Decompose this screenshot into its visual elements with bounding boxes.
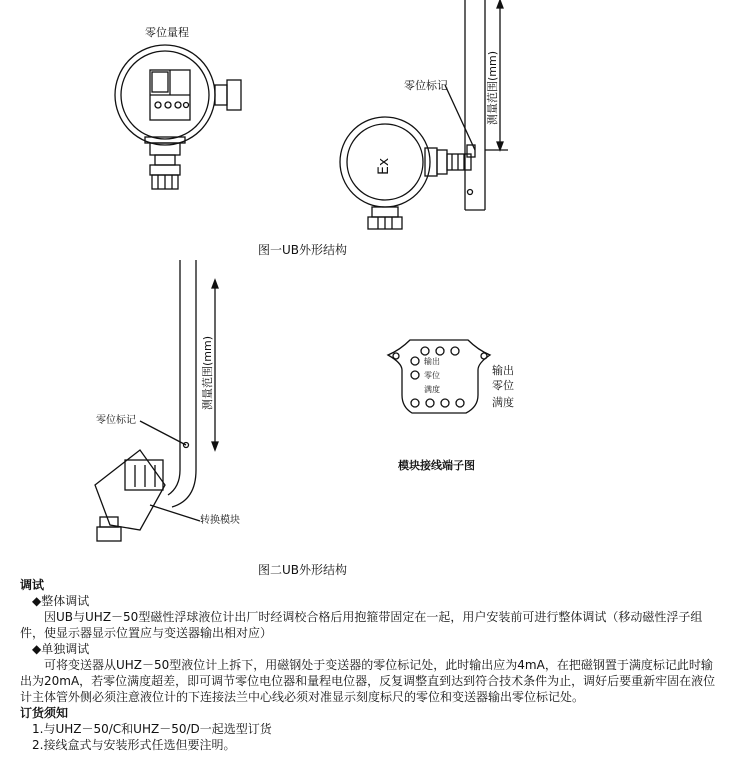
ex-mark: Ex [376, 157, 392, 175]
figure-1-drawing [0, 0, 740, 240]
zero-range-label: 零位量程 [145, 26, 189, 39]
measure-range-label-2: 测量范围(mm) [201, 335, 214, 410]
single-debug-title: ◆单独调试 [32, 642, 90, 656]
debug-heading: 调试 [20, 578, 45, 592]
terminal-diagram-title: 模块接线端子图 [398, 459, 475, 472]
zero-mark-label-2: 零位标记 [96, 415, 136, 426]
overall-debug-title: ◆整体调试 [32, 594, 90, 608]
terminal-label-zero: 零位 [424, 371, 440, 380]
single-debug-text: 可将变送器从UHZ－50型液位计上拆下，用磁钢处于变送器的零位标记处，此时输出应为4mA，在把磁钢置于满度标记此时输出为20mA，若零位满度超差，即可调节零位电位器和量程电位器，反复调整直到达到符合技术条件为止，调好后要重新牢固在液位计主体管外侧必须注意液位计的下连接法兰中心线必须对准显示刻度标尺的零位和变送器输出零位标记处。 [20, 658, 716, 704]
figure-1-caption: 图一UB外形结构 [258, 243, 348, 257]
side-label-full: 满度 [492, 396, 514, 409]
figure-2-drawing [0, 255, 740, 560]
order-item-2: 2.接线盒式与安装形式任选但要注明。 [32, 738, 236, 752]
measure-range-label: 测量范围(mm) [486, 50, 499, 125]
figure-2 [0, 255, 740, 560]
side-label-zero: 零位 [492, 379, 514, 392]
debug-section [20, 577, 720, 753]
zero-mark-label: 零位标记 [404, 79, 448, 92]
order-item-1: 1.与UHZ－50/C和UHZ－50/D一起选型订货 [32, 722, 272, 736]
figure-2-caption: 图二UB外形结构 [258, 563, 348, 577]
terminal-label-output: 输出 [424, 357, 440, 366]
terminal-label-full: 满度 [424, 385, 440, 394]
figure-1 [0, 0, 740, 240]
side-label-output: 输出 [492, 364, 514, 377]
overall-debug-text: 因UB与UHZ－50型磁性浮球液位计出厂时经调校合格后用抱箍带固定在一起，用户安装前可进行整体调试（移动磁性浮子组件，使显示器显示位置应与变送器输出相对应） [20, 610, 703, 640]
converter-label: 转换模块 [200, 515, 240, 526]
order-heading: 订货须知 [20, 706, 69, 720]
